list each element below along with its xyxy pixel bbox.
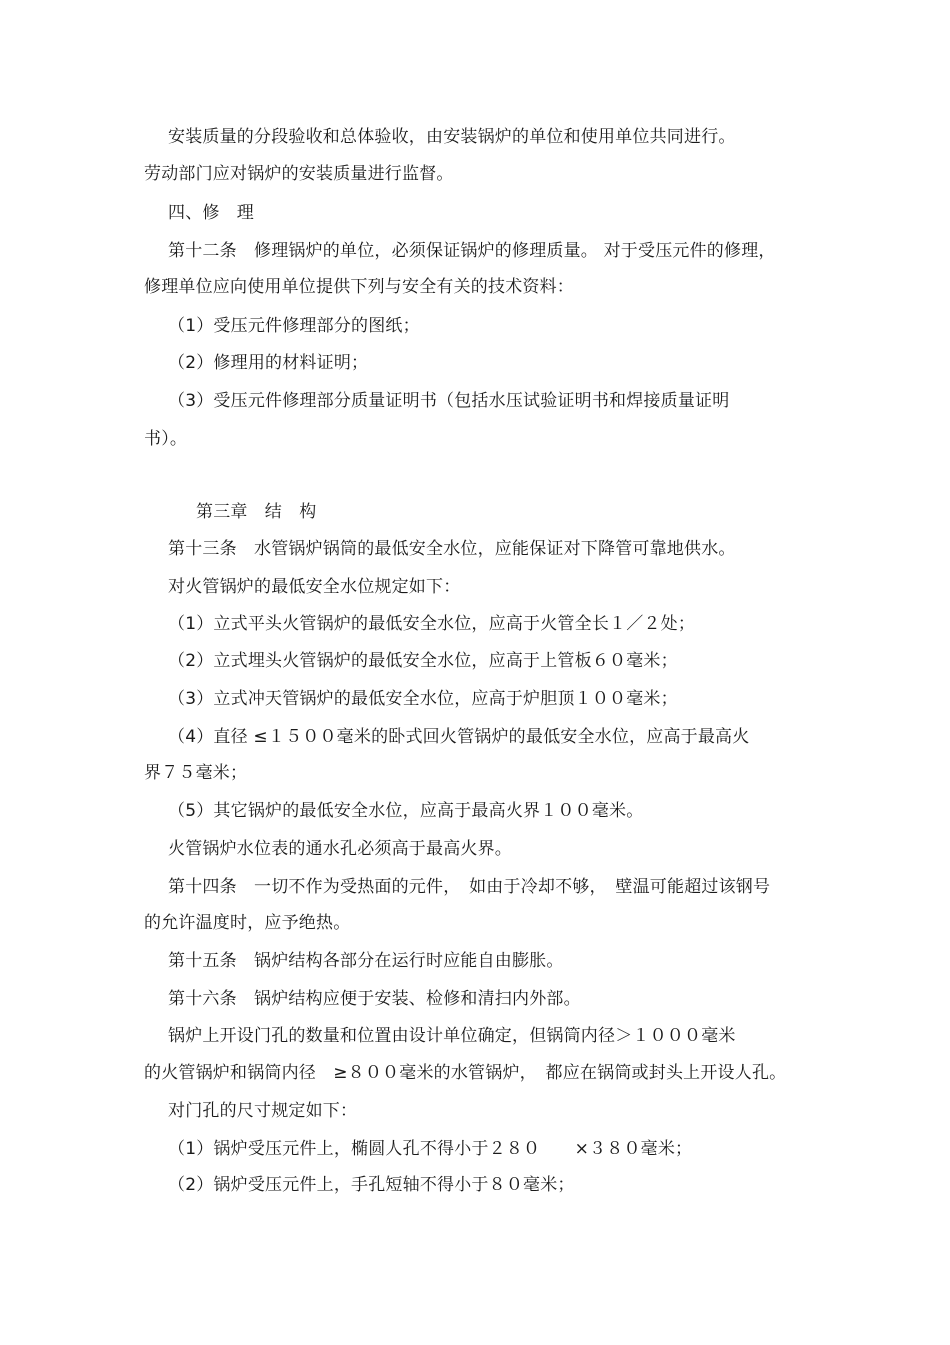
paragraph-line: 修理单位应向使用单位提供下列与安全有关的技术资料： <box>144 277 574 297</box>
list-item: （2）立式埋头火管锅炉的最低安全水位，应高于上管板６０毫米； <box>168 651 678 671</box>
list-item: （1）受压元件修理部分的图纸； <box>168 316 420 336</box>
paragraph-line: 锅炉上开设门孔的数量和位置由设计单位确定，但锅筒内径＞１０００毫米 <box>168 1026 736 1046</box>
paragraph-line: 第十三条 水管锅炉锅筒的最低安全水位，应能保证对下降管可靠地供水。 <box>168 539 736 559</box>
paragraph-line: 的火管锅炉和锅筒内径 ≥８００毫米的水管锅炉， 都应在锅筒或封头上开设人孔。 <box>144 1063 787 1083</box>
list-item: （3）受压元件修理部分质量证明书（包括水压试验证明书和焊接质量证明 <box>168 391 730 411</box>
list-item: （2）修理用的材料证明； <box>168 353 369 373</box>
paragraph-line: 第十六条 锅炉结构应便于安装、检修和清扫内外部。 <box>168 989 581 1009</box>
paragraph-line: 第十四条 一切不作为受热面的元件， 如由于冷却不够， 壁温可能超过该钢号 <box>168 877 771 897</box>
paragraph-line: 书）。 <box>144 429 188 449</box>
paragraph-line: 对火管锅炉的最低安全水位规定如下： <box>168 577 461 597</box>
paragraph-line: 对门孔的尺寸规定如下： <box>168 1101 358 1121</box>
list-item: （3）立式冲天管锅炉的最低安全水位，应高于炉胆顶１００毫米； <box>168 689 678 709</box>
paragraph-line: 第十五条 锅炉结构各部分在运行时应能自由膨胀。 <box>168 951 564 971</box>
list-item: （1）锅炉受压元件上，椭圆人孔不得小于２８０ ×３８０毫米； <box>168 1139 693 1159</box>
paragraph-line: 火管锅炉水位表的通水孔必须高于最高火界。 <box>168 839 512 859</box>
list-item: （4）直径 ≤１５００毫米的卧式回火管锅炉的最低安全水位，应高于最高火 <box>168 727 750 747</box>
section-heading: 四、修 理 <box>168 203 254 223</box>
list-item: （5）其它锅炉的最低安全水位，应高于最高火界１００毫米。 <box>168 801 644 821</box>
list-item: （1）立式平头火管锅炉的最低安全水位，应高于火管全长１／２处； <box>168 614 696 634</box>
paragraph-line: 界７５毫米； <box>144 763 248 783</box>
paragraph-line: 劳动部门应对锅炉的安装质量进行监督。 <box>144 164 454 184</box>
paragraph-line: 的允许温度时，应予绝热。 <box>144 913 351 933</box>
chapter-heading: 第三章 结 构 <box>196 502 317 522</box>
paragraph-line: 安装质量的分段验收和总体验收，由安装锅炉的单位和使用单位共同进行。 <box>168 127 736 147</box>
paragraph-line: 第十二条 修理锅炉的单位，必须保证锅炉的修理质量。 对于受压元件的修理， <box>168 241 776 261</box>
list-item: （2）锅炉受压元件上，手孔短轴不得小于８０毫米； <box>168 1175 575 1195</box>
